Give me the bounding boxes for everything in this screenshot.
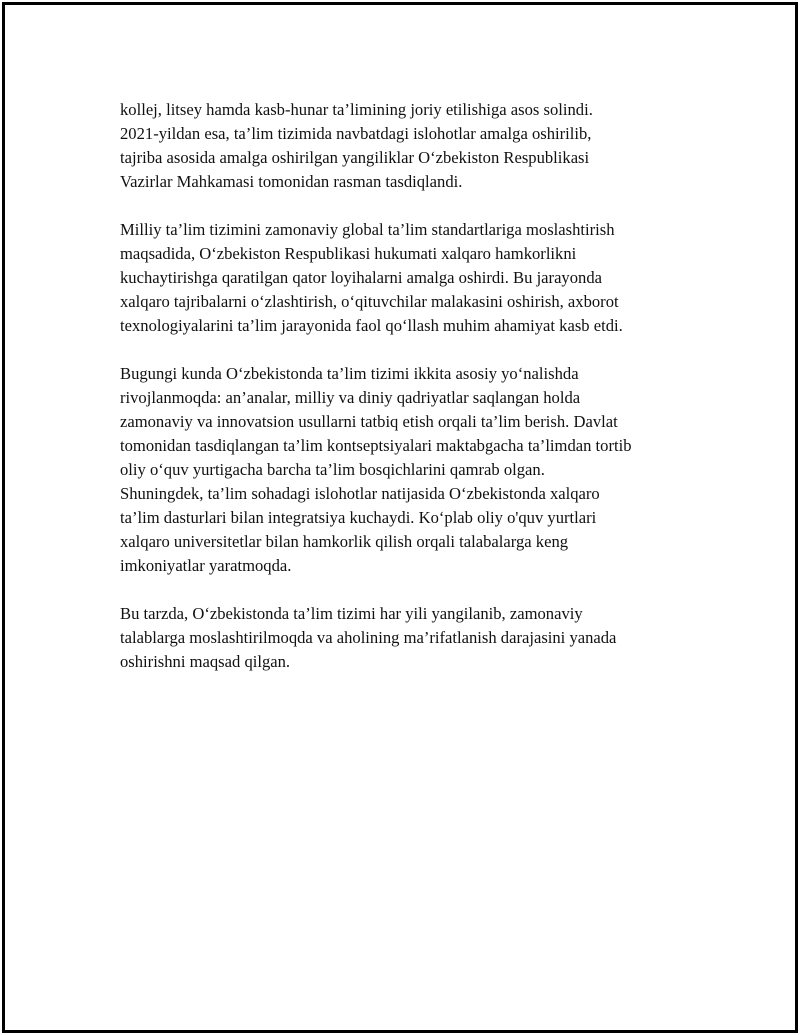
page-frame — [2, 2, 798, 1033]
document-body — [120, 98, 710, 698]
paragraph-2 — [120, 218, 710, 338]
text-line: Milliy ta’lim tizimini zamonaviy global ta’lim standartlariga moslashtirish — [120, 220, 615, 239]
text-line: oshirishni maqsad qilgan. — [120, 652, 291, 671]
paragraph-1 — [120, 98, 710, 194]
text-line: xalqaro universitetlar bilan hamkorlik qilish orqali talabalarga keng — [120, 532, 569, 551]
text-line: texnologiyalarini ta’lim jarayonida faol qo‘llash muhim ahamiyat kasb etdi. — [120, 316, 623, 335]
text-line: imkoniyatlar yaratmoqda. — [120, 556, 292, 575]
text-line: Bugungi kunda O‘zbekistonda ta’lim tizimi ikkita asosiy yo‘nalishda — [120, 364, 579, 383]
text-line: maqsadida, O‘zbekiston Respublikasi hukumati xalqaro hamkorlikni — [120, 244, 577, 263]
text-line: zamonaviy va innovatsion usullarni tatbiq etish orqali ta’lim berish. Davlat — [120, 412, 618, 431]
paragraph-4 — [120, 602, 710, 674]
text-line: Vazirlar Mahkamasi tomonidan rasman tasdiqlandi. — [120, 172, 463, 191]
text-line: tajriba asosida amalga oshirilgan yangiliklar O‘zbekiston Respublikasi — [120, 148, 590, 167]
paragraph-3 — [120, 362, 710, 578]
text-line: xalqaro tajribalarni o‘zlashtirish, o‘qituvchilar malakasini oshirish, axborot — [120, 292, 619, 311]
text-line: kollej, litsey hamda kasb-hunar ta’limining joriy etilishiga asos solindi. — [120, 100, 593, 119]
text-line: Shuningdek, ta’lim sohadagi islohotlar natijasida O‘zbekistonda xalqaro — [120, 484, 600, 503]
text-line: tomonidan tasdiqlangan ta’lim kontseptsiyalari maktabgacha ta’limdan tortib — [120, 436, 632, 455]
text-line: oliy o‘quv yurtigacha barcha ta’lim bosqichlarini qamrab olgan. — [120, 460, 545, 479]
text-line: kuchaytirishga qaratilgan qator loyihalarni amalga oshirdi. Bu jarayonda — [120, 268, 602, 287]
text-line: talablarga moslashtirilmoqda va aholining ma’rifatlanish darajasini yanada — [120, 628, 617, 647]
text-line: rivojlanmoqda: an’analar, milliy va diniy qadriyatlar saqlangan holda — [120, 388, 581, 407]
text-line: ta’lim dasturlari bilan integratsiya kuchaydi. Ko‘plab oliy o'quv yurtlari — [120, 508, 597, 527]
text-line: 2021-yildan esa, ta’lim tizimida navbatdagi islohotlar amalga oshirilib, — [120, 124, 592, 143]
text-line: Bu tarzda, O‘zbekistonda ta’lim tizimi har yili yangilanib, zamonaviy — [120, 604, 583, 623]
